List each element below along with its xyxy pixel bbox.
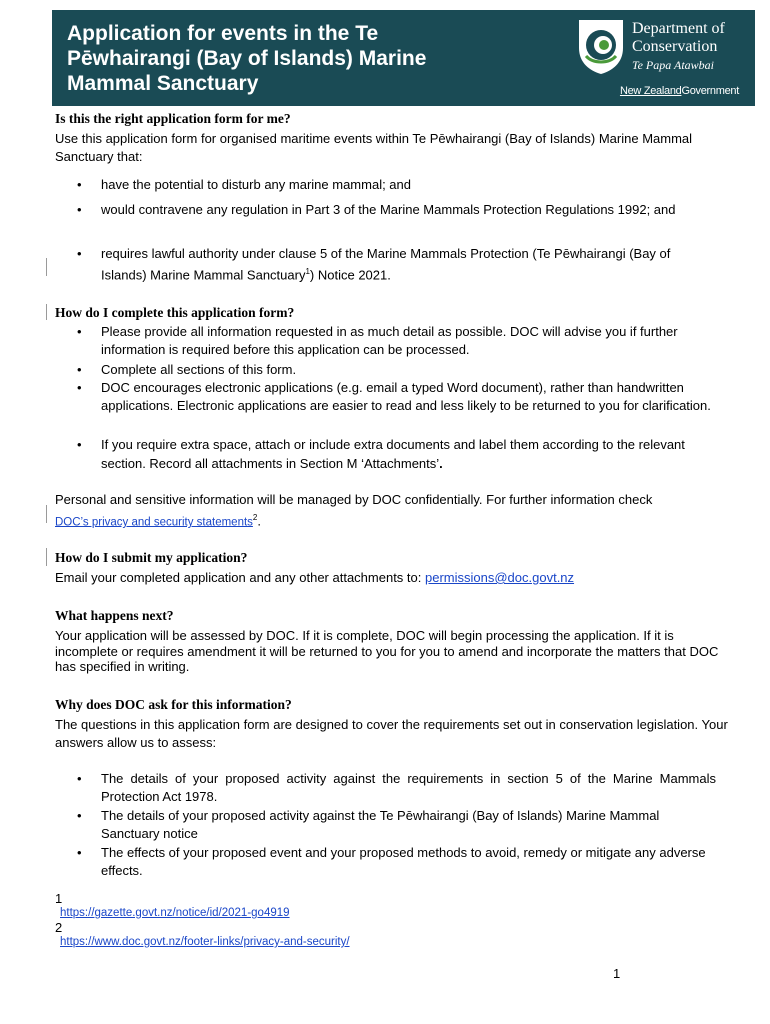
- list-item: • Please provide all information requested in as much detail as possible. DOC will advise you if further information is required before this application can be processed.: [101, 323, 716, 359]
- list-item: • The effects of your proposed event and your proposed methods to avoid, remedy or mitigate any adverse effects.: [101, 844, 716, 880]
- why-ask-intro: The questions in this application form are designed to cover the requirements set out in conservation legislation. Your answers allow us to assess:: [55, 717, 728, 750]
- list-item: • Complete all sections of this form.: [101, 361, 716, 379]
- doc-shield-icon: [577, 18, 625, 76]
- section-heading-what-next: What happens next?: [55, 608, 174, 623]
- header-banner: [52, 10, 755, 106]
- page-title: Application for events in the Te Pēwhairangi (Bay of Islands) Marine Mammal Sanctuary: [67, 22, 427, 95]
- privacy-link-line: DOC’s privacy and security statements$^2$.: [55, 513, 261, 529]
- what-next-text: Your application will be assessed by DOC. If it is complete, DOC will begin processing the application. If it is incomplete or requires amendment it will be returned to you for you to amend and incorporate the matters that DOC has specified in writing.: [55, 628, 719, 674]
- email-link[interactable]: permissions@doc.govt.nz: [425, 570, 575, 585]
- footnote-number: 1: [55, 891, 63, 906]
- section-heading-submit: How do I submit my application?: [55, 550, 248, 565]
- page-number: 1: [613, 966, 621, 981]
- revision-bar: [46, 304, 47, 320]
- doc-maori-name: Te Papa Atawbai: [632, 58, 715, 72]
- list-item: • The details of your proposed activity against the requirements in section 5 of the Marine Mammals Protection Act 1978.: [101, 770, 716, 806]
- list-item: • If you require extra space, attach or include extra documents and label them according to the relevant section. Record all attachments in Section M ‘Attachments’.: [101, 435, 716, 473]
- privacy-text: Personal and sensitive information will be managed by DOC confidentially. For further information check: [55, 492, 653, 507]
- section-heading-complete-form: How do I complete this application form?: [55, 305, 295, 320]
- footnote-link-gazette[interactable]: https://gazette.govt.nz/notice/id/2021-go4919: [60, 907, 290, 919]
- list-item: • DOC encourages electronic applications (e.g. email a typed Word document), rather than handwritten applications. Electronic applications are easier to read and less likely to be returned to you for clarification.: [101, 379, 716, 415]
- list-item: • requires lawful authority under clause 5 of the Marine Mammals Protection (Te Pēwhairangi (Bay of Islands) Marine Mammal Sanctuary$^1$) Notice 2021.: [101, 245, 716, 284]
- submit-text: Email your completed application and any other attachments to: permissions@doc.govt.nz: [55, 570, 575, 585]
- section-heading-why-ask: Why does DOC ask for this information?: [55, 697, 292, 712]
- list-item: • would contravene any regulation in Part 3 of the Marine Mammals Protection Regulations 1992; and: [101, 201, 716, 219]
- revision-bar: [46, 258, 47, 276]
- revision-bar: [46, 505, 47, 523]
- revision-bar: [46, 548, 47, 566]
- section1-intro: Use this application form for organised maritime events within Te Pēwhairangi (Bay of Islands) Marine Mammal Sanctuary that:: [55, 131, 693, 164]
- section-heading-right-form: Is this the right application form for me?: [55, 111, 291, 126]
- list-item: • The details of your proposed activity against the Te Pēwhairangi (Bay of Islands) Marine Mammal Sanctuary notice: [101, 807, 716, 843]
- doc-logo: [577, 18, 747, 76]
- privacy-statements-link[interactable]: DOC’s privacy and security statements: [55, 516, 253, 529]
- list-item: • have the potential to disturb any marine mammal; and: [101, 176, 716, 194]
- doc-name: Department of Conservation: [632, 20, 725, 55]
- footnote-number: 2: [55, 920, 63, 935]
- nz-government-logo: New ZealandGovernment: [619, 85, 739, 97]
- footnote-link-privacy[interactable]: https://www.doc.govt.nz/footer-links/privacy-and-security/: [60, 936, 350, 948]
